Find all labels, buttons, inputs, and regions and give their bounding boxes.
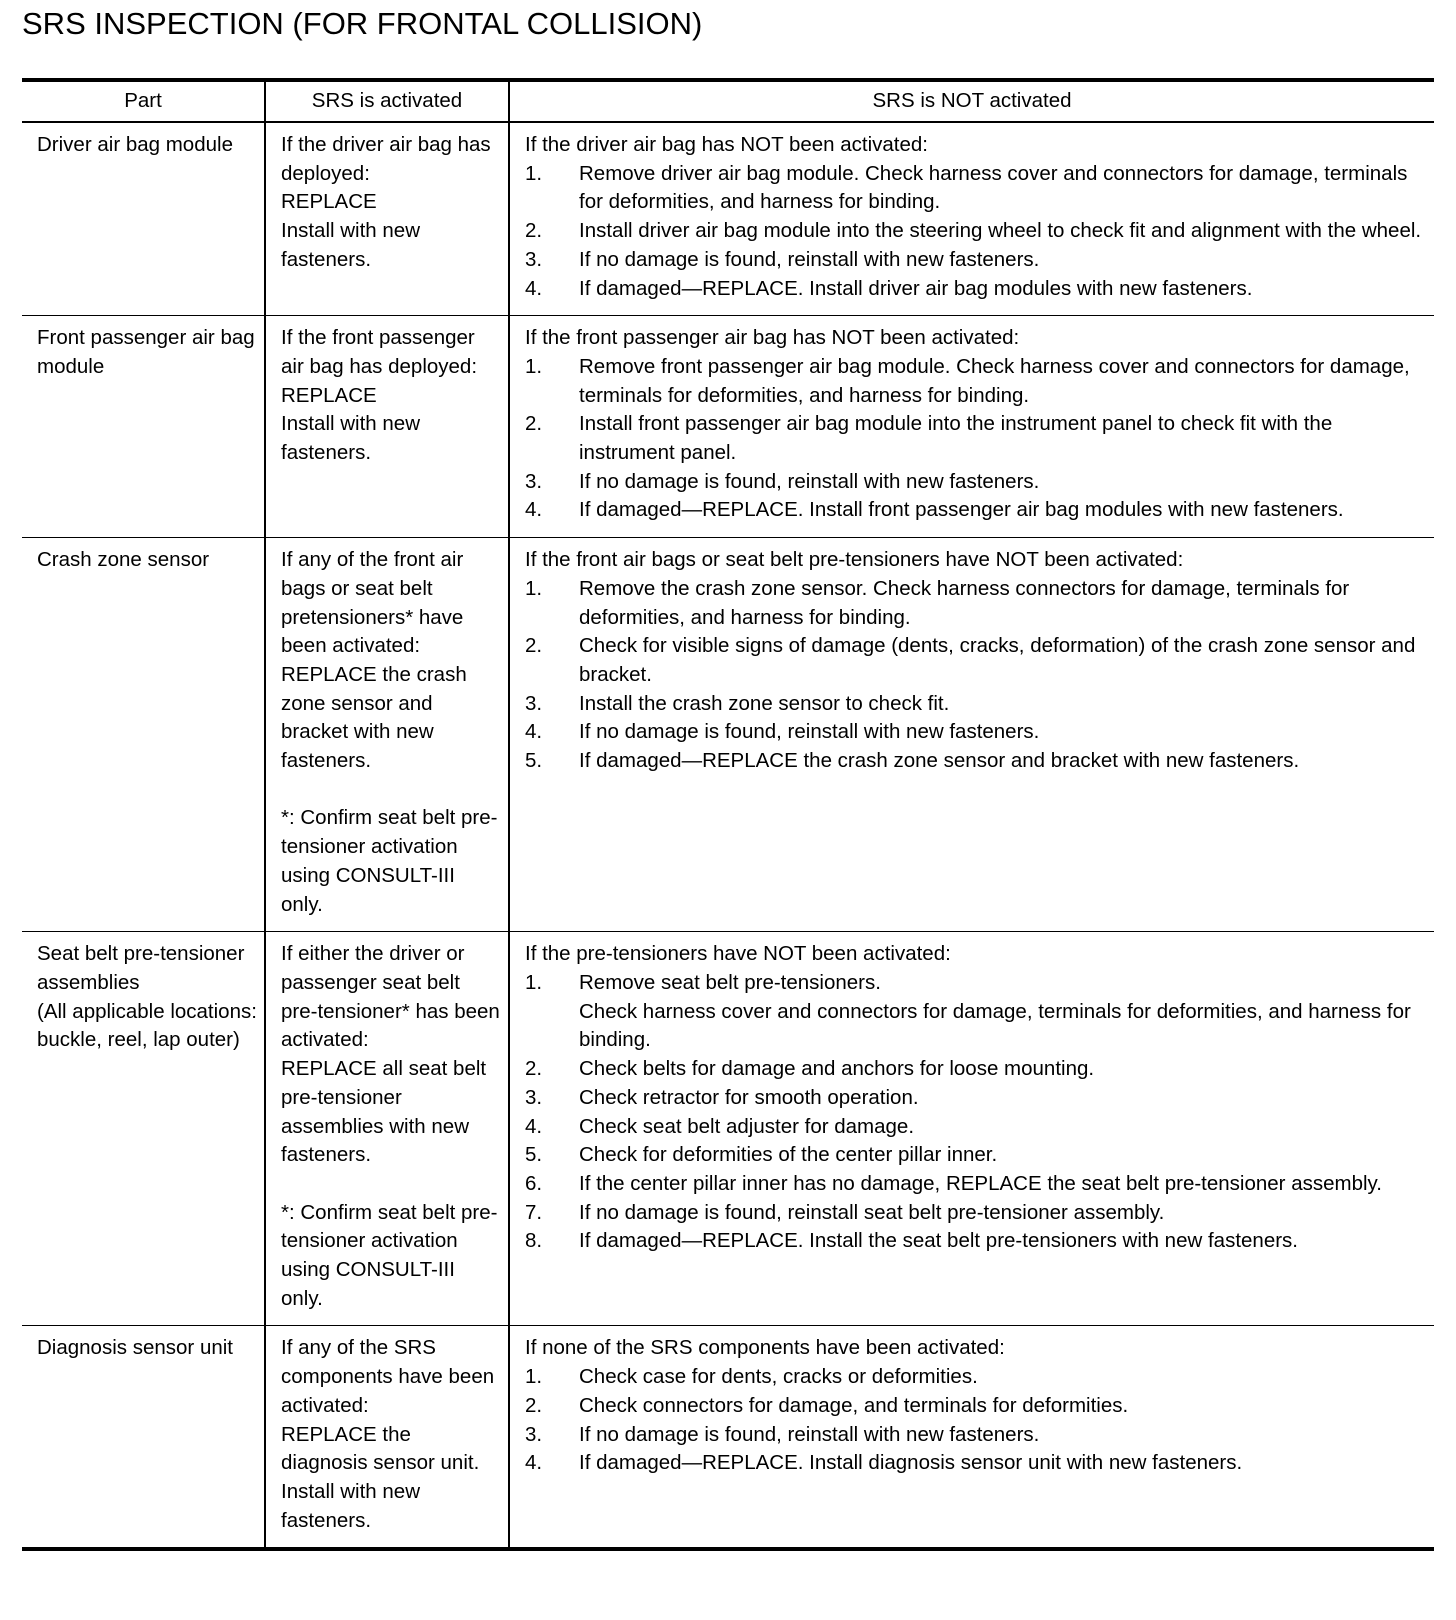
- not-activated-cell: [509, 122, 1434, 316]
- step-list: [525, 969, 1428, 1256]
- step-number: 3.: [525, 1422, 543, 1446]
- step-text: If damaged—REPLACE. Install driver air bag modules with new fasteners.: [579, 276, 1253, 300]
- not-activated-intro: If the front passenger air bag has NOT been activated:: [525, 326, 1020, 350]
- not-activated-cell: [509, 1326, 1434, 1549]
- list-item: [525, 1113, 1428, 1142]
- step-number: 4.: [525, 498, 543, 522]
- not-activated-intro: If none of the SRS components have been activated:: [525, 1336, 1005, 1360]
- list-item: [525, 1170, 1428, 1199]
- step-list: [525, 353, 1428, 525]
- step-number: 3.: [525, 469, 543, 493]
- activated-instructions: If the front passenger air bag has deployed: REPLACE Install with new fasteners.: [281, 326, 478, 465]
- list-item: [525, 1084, 1428, 1113]
- step-list: [525, 575, 1428, 776]
- step-text: If no damage is found, reinstall seat belt pre-tensioner assembly.: [579, 1200, 1165, 1224]
- list-item: [525, 496, 1428, 525]
- srs-inspection-table: [22, 78, 1434, 1551]
- step-list: [525, 160, 1428, 304]
- step-number: 1.: [525, 1365, 543, 1389]
- step-number: 7.: [525, 1200, 543, 1224]
- step-number: 2.: [525, 219, 543, 243]
- list-item: [525, 1227, 1428, 1256]
- step-text: Install front passenger air bag module into the instrument panel to check fit with the instrument panel.: [579, 412, 1333, 465]
- list-item: [525, 246, 1428, 275]
- not-activated-cell: [509, 316, 1434, 538]
- step-number: 4.: [525, 720, 543, 744]
- table-header-row: [22, 80, 1434, 122]
- step-text: Check belts for damage and anchors for loose mounting.: [579, 1057, 1095, 1081]
- header-part: Part: [22, 80, 265, 122]
- not-activated-intro: If the driver air bag has NOT been activated:: [525, 133, 929, 156]
- activated-cell: [265, 122, 509, 316]
- not-activated-cell: [509, 538, 1434, 932]
- table-row: [22, 122, 1434, 316]
- step-text: Install the crash zone sensor to check fit.: [579, 691, 950, 715]
- activated-cell: [265, 316, 509, 538]
- step-text: If damaged—REPLACE. Install front passenger air bag modules with new fasteners.: [579, 498, 1344, 522]
- step-text: Remove front passenger air bag module. Check harness cover and connectors for damage, terminals for deformities, and harness for binding.: [579, 354, 1410, 407]
- page-title: SRS INSPECTION (FOR FRONTAL COLLISION): [22, 6, 703, 41]
- part-cell: [22, 1326, 265, 1549]
- step-number: 1.: [525, 970, 543, 994]
- part-name: Crash zone sensor: [37, 548, 210, 572]
- step-number: 6.: [525, 1171, 543, 1195]
- step-number: 3.: [525, 691, 543, 715]
- list-item: [525, 1449, 1428, 1478]
- step-number: 2.: [525, 634, 543, 658]
- header-srs-not-activated: SRS is NOT activated: [509, 80, 1434, 122]
- step-number: 2.: [525, 1057, 543, 1081]
- list-item: [525, 718, 1428, 747]
- step-number: 4.: [525, 1451, 543, 1475]
- list-item: [525, 1392, 1428, 1421]
- not-activated-intro: If the front air bags or seat belt pre-tensioners have NOT been activated:: [525, 548, 1184, 572]
- list-item: [525, 275, 1428, 304]
- step-text: If no damage is found, reinstall with new fasteners.: [579, 1422, 1040, 1446]
- list-item: [525, 690, 1428, 719]
- step-text: If no damage is found, reinstall with new fasteners.: [579, 720, 1040, 744]
- list-item: [525, 1199, 1428, 1228]
- step-number: 1.: [525, 354, 543, 378]
- not-activated-intro: If the pre-tensioners have NOT been activated:: [525, 942, 951, 966]
- activated-cell: [265, 932, 509, 1326]
- step-number: 1.: [525, 161, 543, 185]
- list-item: [525, 1055, 1428, 1084]
- list-item: [525, 1141, 1428, 1170]
- step-number: 3.: [525, 247, 543, 271]
- step-number: 8.: [525, 1229, 543, 1253]
- step-list: [525, 1363, 1428, 1478]
- step-text: Check seat belt adjuster for damage.: [579, 1114, 915, 1138]
- list-item: [525, 1363, 1428, 1392]
- part-cell: [22, 316, 265, 538]
- step-text: If damaged—REPLACE. Install the seat belt pre-tensioners with new fasteners.: [579, 1229, 1299, 1253]
- part-name: Front passenger air bag module: [37, 326, 255, 378]
- activated-cell: [265, 1326, 509, 1549]
- table-row: [22, 316, 1434, 538]
- activated-instructions: If any of the SRS components have been activated: REPLACE the diagnosis sensor unit. Install with new fasteners.: [281, 1336, 495, 1532]
- activated-instructions: If any of the front air bags or seat belt pretensioners* have been activated: REPLACE the crash zone sensor and bracket with new fasteners. *: Confirm seat belt pre-tensioner activation using CONSULT-III only.: [281, 548, 498, 916]
- list-item: [525, 575, 1428, 632]
- step-text: Check for visible signs of damage (dents, cracks, deformation) of the crash zone sensor and bracket.: [579, 634, 1416, 686]
- list-item: [525, 468, 1428, 497]
- header-srs-activated: SRS is activated: [265, 80, 509, 122]
- part-cell: [22, 932, 265, 1326]
- step-text: Check retractor for smooth operation.: [579, 1085, 919, 1109]
- step-number: 5.: [525, 1143, 543, 1167]
- list-item: [525, 410, 1428, 467]
- step-text: If no damage is found, reinstall with new fasteners.: [579, 469, 1040, 493]
- part-cell: [22, 122, 265, 316]
- step-number: 2.: [525, 412, 543, 436]
- table-row: [22, 932, 1434, 1326]
- step-text: Install driver air bag module into the steering wheel to check fit and alignment with the wheel.: [579, 219, 1422, 243]
- step-text: Remove seat belt pre-tensioners. Check harness cover and connectors for damage, terminals for deformities, and harness for binding.: [579, 970, 1411, 1052]
- table-row: [22, 1326, 1434, 1549]
- list-item: [525, 160, 1428, 217]
- part-name: Diagnosis sensor unit: [37, 1336, 233, 1360]
- table-row: [22, 538, 1434, 932]
- step-text: Check for deformities of the center pillar inner.: [579, 1143, 998, 1167]
- step-number: 4.: [525, 1114, 543, 1138]
- step-number: 4.: [525, 276, 543, 300]
- part-name: Seat belt pre-tensioner assemblies (All applicable locations: buckle, reel, lap outer): [37, 942, 257, 1052]
- activated-cell: [265, 538, 509, 932]
- step-text: Remove driver air bag module. Check harness cover and connectors for damage, terminals for deformities, and harness for binding.: [579, 161, 1408, 214]
- step-number: 1.: [525, 576, 543, 600]
- part-name: Driver air bag module: [37, 133, 233, 156]
- list-item: [525, 969, 1428, 1055]
- activated-instructions: If the driver air bag has deployed: REPLACE Install with new fasteners.: [281, 133, 491, 271]
- list-item: [525, 632, 1428, 689]
- step-text: Check connectors for damage, and terminals for deformities.: [579, 1393, 1129, 1417]
- list-item: [525, 217, 1428, 246]
- step-text: If the center pillar inner has no damage, REPLACE the seat belt pre-tensioner assembly.: [579, 1171, 1382, 1195]
- step-text: Check case for dents, cracks or deformities.: [579, 1365, 978, 1389]
- step-text: If no damage is found, reinstall with new fasteners.: [579, 247, 1040, 271]
- list-item: [525, 1421, 1428, 1450]
- step-text: If damaged—REPLACE. Install diagnosis sensor unit with new fasteners.: [579, 1451, 1243, 1475]
- step-text: If damaged—REPLACE the crash zone sensor and bracket with new fasteners.: [579, 749, 1300, 773]
- list-item: [525, 353, 1428, 410]
- list-item: [525, 747, 1428, 776]
- part-cell: [22, 538, 265, 932]
- step-number: 3.: [525, 1085, 543, 1109]
- not-activated-cell: [509, 932, 1434, 1326]
- step-number: 5.: [525, 749, 543, 773]
- step-text: Remove the crash zone sensor. Check harness connectors for damage, terminals for deformities, and harness for binding.: [579, 576, 1350, 629]
- activated-instructions: If either the driver or passenger seat belt pre-tensioner* has been activated: REPLACE all seat belt pre-tensioner assemblies with new fasteners. *: Confirm seat belt pre-tensioner activation using CONSULT-III only.: [281, 942, 500, 1310]
- step-number: 2.: [525, 1393, 543, 1417]
